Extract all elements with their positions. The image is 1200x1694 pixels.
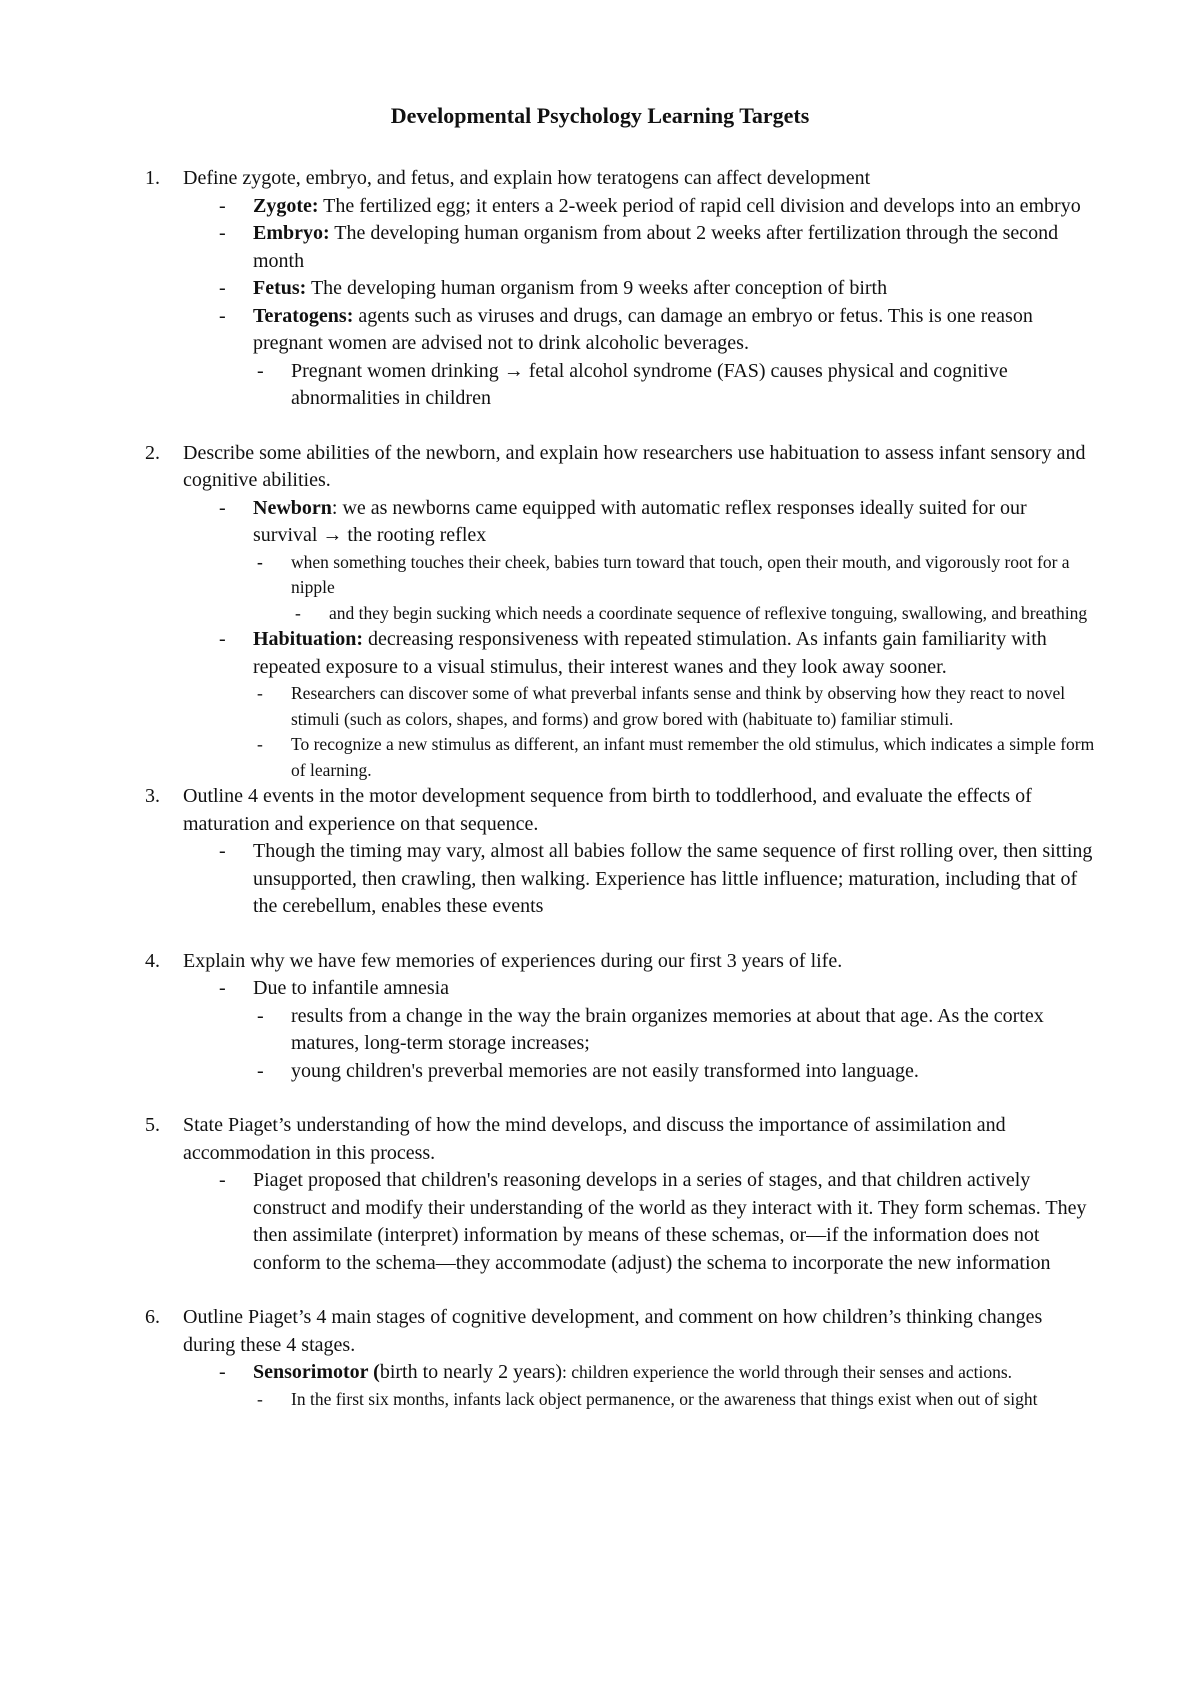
spacer [145, 921, 1095, 948]
definition-fetus [215, 275, 1095, 303]
term-label: Fetus: [253, 277, 307, 299]
stage-age-range: birth to nearly 2 years) [379, 1361, 563, 1383]
detail-text: To recognize a new stimulus as different, an infant must remember the old stimulus, which indicates a simple form of learning. [291, 734, 1095, 780]
spacer [145, 413, 1095, 440]
target-number: 6. [145, 1306, 160, 1328]
detail-text: when something touches their cheek, babies turn toward that touch, open their mouth, and vigorously root for a nipple [291, 551, 1070, 597]
spacer [145, 1277, 1095, 1304]
term-label: Embryo: [253, 222, 330, 244]
detail-text: results from a change in the way the brain organizes memories at about that age. As the cortex matures, long-term storage increases; [291, 1004, 1044, 1054]
target-4 [145, 948, 1095, 976]
detail-text: young children's preverbal memories are not easily transformed into language. [291, 1059, 919, 1082]
definition-embryo [215, 220, 1095, 275]
definition-zygote [215, 193, 1095, 221]
detail-text: Though the timing may vary, almost all babies follow the same sequence of first rolling over, then sitting unsupported, then crawling, then walking. Experience has little influence; maturation, including that of the cerebellum, enables these events [253, 840, 1093, 917]
definition-text: The fertilized egg; it enters a 2-week period of rapid cell division and develops into an embryo [318, 194, 1081, 217]
dash-bullet: - [257, 683, 263, 703]
dash-bullet: - [257, 734, 263, 754]
dash-bullet: - [219, 304, 226, 327]
term-label: Newborn [253, 496, 332, 519]
spacer [145, 1085, 1095, 1112]
term-label: Teratogens: [253, 304, 354, 327]
detail-text: Pregnant women drinking → fetal alcohol syndrome (FAS) causes physical and cognitive abnormalities in children [291, 359, 1008, 409]
dash-bullet: - [257, 551, 263, 572]
dash-bullet: - [219, 222, 226, 244]
dash-bullet: - [219, 1361, 226, 1383]
definition-text: : we as newborns came equipped with automatic reflex responses ideally suited for our survival → the rooting reflex [253, 496, 1027, 546]
target-6 [145, 1304, 1095, 1359]
definition-text: agents such as viruses and drugs, can damage an embryo or fetus. This is one reason pregnant women are advised not to drink alcoholic beverages. [253, 304, 1033, 354]
dash-bullet: - [257, 1004, 264, 1027]
detail-text: Piaget proposed that children's reasoning develops in a series of stages, and that children actively construct and modify their understanding of the world as they interact with it. They form schemas. They then assimilate (interpret) information by means of these schemas, or—if the information does not conform to the schema—they accommodate (adjust) the schema to incorporate the new information [253, 1169, 1087, 1274]
habituation-detail-2 [253, 732, 1095, 783]
target-number: 5. [145, 1114, 160, 1136]
piaget-detail [215, 1167, 1095, 1277]
dash-bullet: - [219, 840, 226, 862]
definition-text: : children experience the world through their senses and actions. [562, 1362, 1013, 1382]
dash-bullet: - [219, 977, 226, 999]
dash-bullet: - [257, 1059, 264, 1082]
target-5 [145, 1112, 1095, 1167]
object-permanence-detail [253, 1387, 1095, 1413]
dash-bullet: - [219, 1169, 226, 1191]
amnesia-reason-2 [253, 1058, 1095, 1086]
dash-bullet: - [219, 277, 226, 299]
term-label: Habituation: [253, 628, 364, 650]
dash-bullet: - [219, 628, 226, 650]
target-number: 4. [145, 949, 160, 972]
amnesia-reason-1 [253, 1003, 1095, 1058]
dash-bullet: - [295, 602, 301, 623]
detail-text: In the first six months, infants lack object permanence, or the awareness that things exist when out of sight [291, 1388, 1038, 1409]
target-number: 3. [145, 785, 160, 807]
definition-newborn [215, 495, 1095, 550]
teratogens-detail [253, 358, 1095, 413]
target-text: Outline Piaget’s 4 main stages of cognitive development, and comment on how children’s thinking changes during these 4 stages. [183, 1306, 1043, 1356]
target-3 [145, 783, 1095, 838]
definition-habituation [215, 626, 1095, 681]
motor-development-detail [215, 838, 1095, 921]
term-label: Zygote: [253, 194, 319, 217]
dash-bullet: - [257, 1388, 263, 1409]
definition-text: The developing human organism from 9 weeks after conception of birth [306, 277, 888, 299]
definition-text: decreasing responsiveness with repeated stimulation. As infants gain familiarity with repeated exposure to a visual stimulus, their interest wanes and they look away sooner. [253, 628, 1047, 678]
target-2 [145, 440, 1095, 495]
target-text: Explain why we have few memories of experiences during our first 3 years of life. [183, 949, 843, 972]
dash-bullet: - [257, 359, 264, 382]
dash-bullet: - [219, 194, 226, 217]
page-title: Developmental Psychology Learning Targets [390, 103, 810, 128]
target-text: Outline 4 events in the motor development sequence from birth to toddlerhood, and evaluate the effects of maturation and experience on that sequence. [183, 785, 1032, 835]
dash-bullet: - [219, 496, 226, 519]
definition-sensorimotor [215, 1359, 1095, 1387]
target-text: Define zygote, embryo, and fetus, and explain how teratogens can affect development [183, 167, 871, 189]
term-label: Sensorimotor ( [253, 1361, 380, 1383]
target-number: 1. [145, 167, 160, 189]
target-1 [145, 165, 1095, 193]
habituation-detail-1 [253, 681, 1095, 732]
target-text: State Piaget’s understanding of how the mind develops, and discuss the importance of assimilation and accommodation in this process. [183, 1114, 1006, 1164]
detail-text: Due to infantile amnesia [253, 977, 450, 999]
definition-teratogens [215, 303, 1095, 358]
infantile-amnesia-detail [215, 975, 1095, 1003]
definition-text: The developing human organism from about 2 weeks after fertilization through the second month [253, 222, 1059, 272]
sucking-reflex-detail [291, 601, 1095, 627]
detail-text: and they begin sucking which needs a coordinate sequence of reflexive tonguing, swallowing, and breathing [329, 602, 1088, 623]
detail-text: Researchers can discover some of what preverbal infants sense and think by observing how they react to novel stimuli (such as colors, shapes, and forms) and grow bored with (habituate to) familiar stimuli. [291, 683, 1066, 729]
target-number: 2. [145, 441, 160, 464]
rooting-reflex-detail [253, 550, 1095, 601]
learning-targets-list [145, 165, 1095, 1412]
target-text: Describe some abilities of the newborn, and explain how researchers use habituation to assess infant sensory and cognitive abilities. [183, 441, 1086, 491]
